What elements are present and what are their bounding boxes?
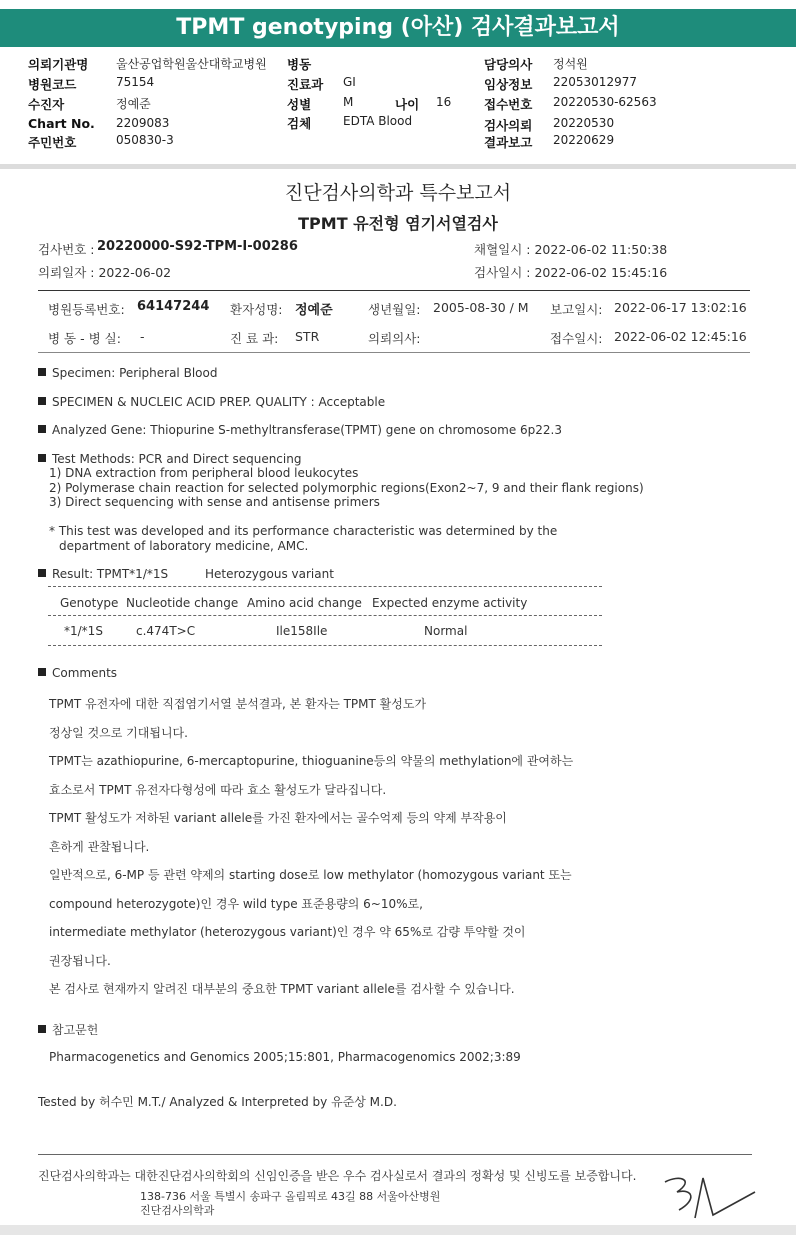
label-physician: 담당의사 bbox=[484, 57, 533, 72]
signature-icon bbox=[655, 1170, 765, 1225]
banner-title: TPMT genotyping (아산) 검사결과보고서 bbox=[176, 15, 620, 40]
bullet-icon bbox=[38, 1025, 46, 1033]
dept-value: STR bbox=[295, 329, 320, 344]
value-age: 16 bbox=[436, 95, 452, 109]
receive-value: 2022-06-02 12:45:16 bbox=[614, 329, 747, 344]
test-no: 20220000-S92-TPM-I-00286 bbox=[97, 239, 298, 254]
label-examinee: 수진자 bbox=[28, 97, 65, 112]
bullet-icon bbox=[38, 454, 46, 462]
value-chart-no: 2209083 bbox=[116, 116, 170, 130]
value-sex: M bbox=[343, 95, 354, 109]
comment-line: 일반적으로, 6-MP 등 관련 약제의 starting dose로 low methylator (homozygous variant 또는 bbox=[49, 868, 572, 882]
ward-value: - bbox=[140, 329, 145, 344]
test-no-label: 검사번호 : bbox=[38, 242, 95, 257]
table-rule bbox=[48, 645, 602, 646]
exam-date: 검사일시 : 2022-06-02 15:45:16 bbox=[474, 265, 668, 280]
comments-title: Comments bbox=[38, 666, 117, 680]
section-divider bbox=[0, 164, 796, 169]
label-specimen: 검체 bbox=[287, 116, 312, 131]
report-time-value: 2022-06-17 13:02:16 bbox=[614, 300, 747, 315]
bullet-icon bbox=[38, 668, 46, 676]
doctor-label: 의뢰의사: bbox=[368, 331, 421, 346]
value-institution: 울산공업학원울산대학교병원 bbox=[116, 57, 267, 71]
comment-line: 권장됩니다. bbox=[49, 954, 111, 968]
report-banner bbox=[0, 9, 796, 47]
quality-line: SPECIMEN & NUCLEIC ACID PREP. QUALITY : Acceptable bbox=[38, 395, 385, 409]
report-time-label: 보고일시: bbox=[550, 302, 603, 317]
value-receipt-no: 20220530-62563 bbox=[553, 95, 657, 109]
label-age: 나이 bbox=[395, 97, 420, 112]
label-department: 진료과 bbox=[287, 77, 324, 92]
label-chart-no: Chart No. bbox=[28, 116, 95, 131]
value-report-date: 20220629 bbox=[553, 133, 615, 147]
label-ward: 병동 bbox=[287, 57, 312, 72]
bullet-icon bbox=[38, 425, 46, 433]
comment-line: TPMT는 azathiopurine, 6-mercaptopurine, thioguanine등의 약물의 methylation에 관여하는 bbox=[49, 754, 574, 768]
td-genotype: *1/*1S bbox=[64, 624, 103, 638]
value-hospital-code: 75154 bbox=[116, 75, 155, 89]
th-genotype: Genotype bbox=[60, 596, 119, 610]
value-specimen: EDTA Blood bbox=[343, 114, 413, 128]
comment-line: intermediate methylator (heterozygous variant)인 경우 약 65%로 감량 투약할 것이 bbox=[49, 925, 526, 939]
method-3: 3) Direct sequencing with sense and antisense primers bbox=[49, 495, 380, 509]
name-value: 정예준 bbox=[295, 303, 333, 318]
label-hospital-code: 병원코드 bbox=[28, 77, 77, 92]
collect-date: 채혈일시 : 2022-06-02 11:50:38 bbox=[474, 242, 668, 257]
note-line-2: department of laboratory medicine, AMC. bbox=[59, 539, 309, 553]
value-request-date: 20220530 bbox=[553, 116, 615, 130]
ward-label: 병 동 - 병 실: bbox=[48, 331, 121, 346]
birth-label: 생년월일: bbox=[368, 302, 421, 317]
value-clinical-info: 22053012977 bbox=[553, 75, 637, 89]
comment-line: compound heterozygote)인 경우 wild type 표준용량의 6~10%로, bbox=[49, 897, 423, 911]
receive-label: 접수일시: bbox=[550, 331, 603, 346]
value-examinee: 정예준 bbox=[116, 97, 151, 111]
value-resident-no: 050830-3 bbox=[116, 133, 174, 147]
td-amino: Ile158Ile bbox=[276, 624, 328, 638]
th-activity: Expected enzyme activity bbox=[372, 596, 528, 610]
comment-line: TPMT 유전자에 대한 직접염기서열 분석결과, 본 환자는 TPMT 활성도가 bbox=[49, 697, 427, 711]
certification-text: 진단검사의학과는 대한진단검사의학회의 신임인증을 받은 우수 검사실로서 결과의 정확성 및 신빙도를 보증합니다. bbox=[38, 1169, 637, 1183]
method-1: 1) DNA extraction from peripheral blood leukocytes bbox=[49, 466, 359, 480]
bullet-icon bbox=[38, 368, 46, 376]
result-value: Heterozygous variant bbox=[205, 567, 334, 581]
patient-top-rule bbox=[38, 290, 750, 291]
label-request-date: 검사의뢰 bbox=[484, 118, 533, 133]
report-title: 진단검사의학과 특수보고서 bbox=[284, 182, 512, 204]
label-report-date: 결과보고 bbox=[484, 135, 533, 150]
label-institution: 의뢰기관명 bbox=[28, 57, 89, 72]
request-date: 의뢰일자 : 2022-06-02 bbox=[38, 265, 172, 280]
comment-line: TPMT 활성도가 저하된 variant allele를 가진 환자에서는 골수억제 등의 약제 부작용이 bbox=[49, 811, 507, 825]
report-subtitle: TPMT 유전형 염기서열검사 bbox=[298, 214, 498, 233]
specimen-line: Specimen: Peripheral Blood bbox=[38, 366, 217, 380]
method-2: 2) Polymerase chain reaction for selected polymorphic regions(Exon2~7, 9 and their flank regions) bbox=[49, 481, 644, 495]
td-nucleotide: c.474T>C bbox=[136, 624, 196, 638]
result-line: Result: TPMT*1/*1S bbox=[38, 567, 168, 581]
department-text: 진단검사의학과 bbox=[140, 1204, 215, 1217]
td-activity: Normal bbox=[424, 624, 468, 638]
page-bottom-band bbox=[0, 1225, 796, 1235]
label-sex: 성별 bbox=[287, 97, 312, 112]
label-clinical-info: 임상정보 bbox=[484, 77, 533, 92]
methods-title: Test Methods: PCR and Direct sequencing bbox=[38, 452, 301, 466]
table-rule bbox=[48, 586, 602, 587]
references-title: 참고문헌 bbox=[38, 1021, 98, 1038]
patient-bottom-rule bbox=[38, 352, 750, 353]
reg-value: 64147244 bbox=[137, 299, 210, 314]
name-label: 환자성명: bbox=[230, 302, 283, 317]
references-text: Pharmacogenetics and Genomics 2005;15:801, Pharmacogenomics 2002;3:89 bbox=[49, 1050, 521, 1064]
address-text: 138-736 서울 특별시 송파구 올림픽로 43길 88 서울아산병원 bbox=[140, 1190, 441, 1203]
gene-line: Analyzed Gene: Thiopurine S-methyltransferase(TPMT) gene on chromosome 6p22.3 bbox=[38, 423, 562, 437]
comment-line: 흔하게 관찰됩니다. bbox=[49, 840, 150, 854]
th-nucleotide: Nucleotide change bbox=[126, 596, 239, 610]
label-receipt-no: 접수번호 bbox=[484, 97, 533, 112]
bullet-icon bbox=[38, 569, 46, 577]
tested-by: Tested by 허수민 M.T./ Analyzed & Interpreted by 유준상 M.D. bbox=[38, 1095, 397, 1109]
bullet-icon bbox=[38, 397, 46, 405]
dept-label: 진 료 과: bbox=[230, 331, 279, 346]
birth-value: 2005-08-30 / M bbox=[433, 300, 529, 315]
comment-line: 정상일 것으로 기대됩니다. bbox=[49, 726, 188, 740]
note-line-1: * This test was developed and its performance characteristic was determined by the bbox=[49, 524, 558, 538]
comment-line: 본 검사로 현재까지 알려진 대부분의 중요한 TPMT variant allele를 검사할 수 있습니다. bbox=[49, 982, 515, 996]
comment-line: 효소로서 TPMT 유전자다형성에 따라 효소 활성도가 달라집니다. bbox=[49, 783, 387, 797]
value-physician: 정석원 bbox=[553, 57, 588, 71]
reg-label: 병원등록번호: bbox=[48, 302, 125, 317]
value-department: GI bbox=[343, 75, 356, 89]
label-resident-no: 주민번호 bbox=[28, 135, 77, 150]
table-rule bbox=[48, 615, 602, 616]
footer-rule bbox=[38, 1154, 752, 1155]
th-amino: Amino acid change bbox=[247, 596, 362, 610]
